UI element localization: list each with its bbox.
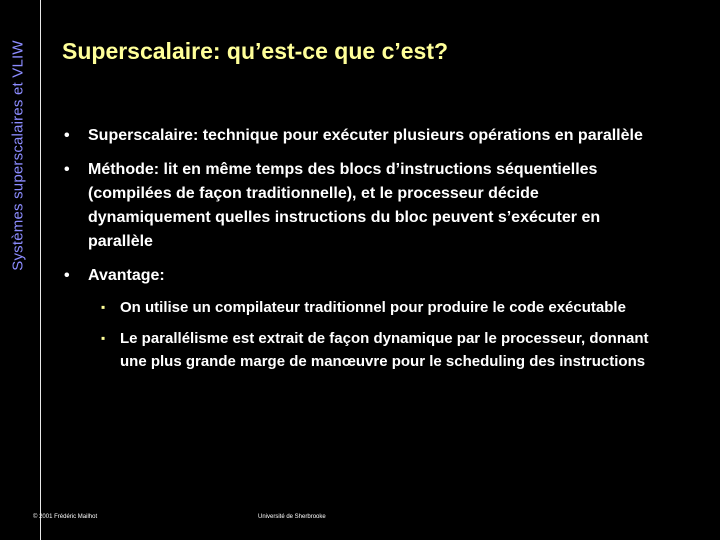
sub-bullet-list — [88, 296, 662, 373]
vertical-section-title — [6, 0, 30, 310]
sub-bullet-text: Le parallélisme est extrait de façon dynamique par le processeur, donnant une plus grande marge de manœuvre pour le scheduling des instructions — [120, 330, 649, 370]
sub-bullet-item — [88, 327, 662, 373]
footer-institution: Université de Sherbrooke — [258, 514, 326, 520]
bullet-dot-icon: • — [64, 267, 70, 284]
vertical-divider — [40, 0, 41, 540]
bullet-list — [62, 124, 662, 383]
square-bullet-icon: ▪ — [101, 300, 106, 314]
bullet-text: Avantage: — [88, 267, 165, 284]
sub-bullet-text: On utilise un compilateur traditionnel pour produire le code exécutable — [120, 299, 626, 316]
section-title-text: Systèmes superscalaires et VLIW — [9, 39, 27, 271]
footer-copyright: © 2001 Frédéric Mailhot — [33, 514, 98, 520]
square-bullet-icon: ▪ — [101, 331, 106, 345]
slide-title: Superscalaire: qu’est-ce que c’est? — [62, 38, 449, 64]
bullet-item — [62, 124, 662, 148]
sub-bullet-item — [88, 296, 662, 319]
bullet-item — [62, 264, 662, 373]
bullet-text: Méthode: lit en même temps des blocs d’instructions séquentielles (compilées de façon traditionnelle), et le processeur décide dynamiquement quelles instructions du bloc peuvent s’exécuter en parallèle — [88, 161, 601, 250]
bullet-item — [62, 158, 662, 254]
bullet-text: Superscalaire: technique pour exécuter plusieurs opérations en parallèle — [88, 127, 643, 144]
bullet-dot-icon: • — [64, 161, 70, 178]
bullet-dot-icon: • — [64, 127, 70, 144]
